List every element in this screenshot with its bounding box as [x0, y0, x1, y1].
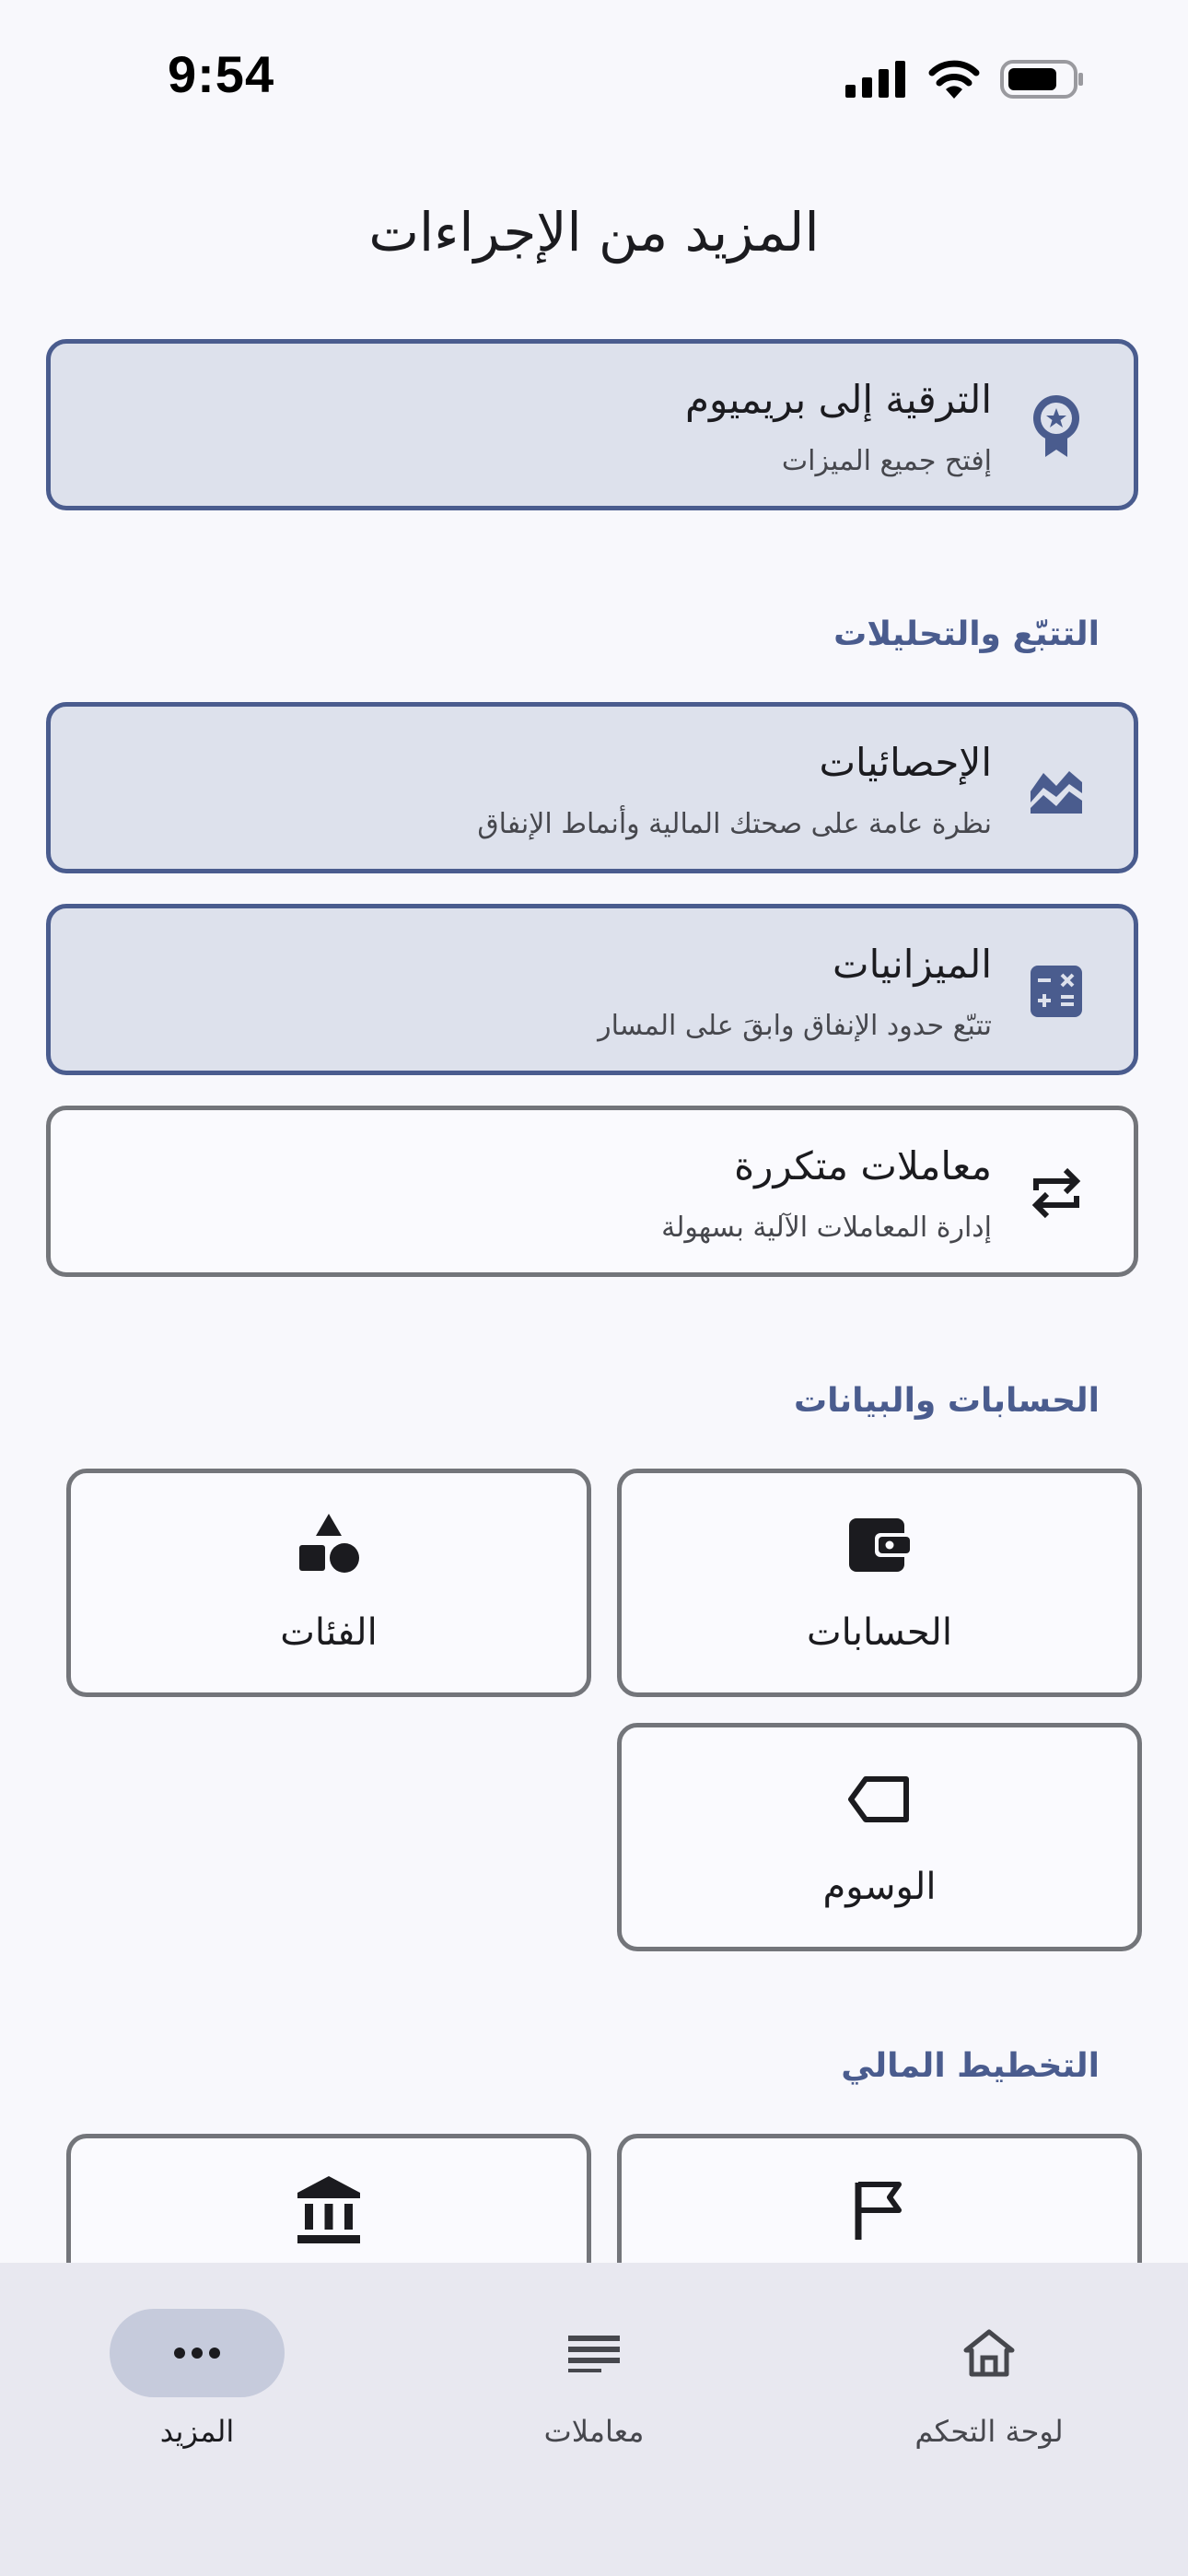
calculator-icon: [1027, 962, 1086, 1021]
card-subtitle: نظرة عامة على صحتك المالية وأنماط الإنفاق: [477, 808, 992, 840]
card-subtitle: إفتح جميع الميزات: [781, 445, 992, 477]
upgrade-premium-card[interactable]: [46, 339, 1138, 510]
award-badge-icon: [1027, 397, 1086, 456]
section-header-tracking: التتبّع والتحليلات: [833, 615, 1100, 653]
categories-tile[interactable]: [66, 1469, 591, 1697]
nav-pill: [902, 2309, 1077, 2397]
tile-label: الفئات: [280, 1611, 378, 1654]
card-title: الإحصائيات: [819, 740, 992, 785]
list-icon: [568, 2334, 620, 2372]
status-bar: [0, 0, 1188, 157]
home-icon: [962, 2328, 1016, 2378]
nav-item-dashboard[interactable]: [851, 2300, 1127, 2484]
nav-label: المزيد: [159, 2414, 235, 2449]
nav-label: معاملات: [543, 2414, 645, 2449]
nav-pill-active: [110, 2309, 285, 2397]
wallet-icon: [622, 1508, 1137, 1582]
wifi-icon: [928, 60, 980, 99]
page-title: المزيد من الإجراءات: [368, 201, 820, 263]
bottom-navigation: [0, 2263, 1188, 2576]
card-title: الميزانيات: [833, 942, 992, 987]
repeat-icon: [1027, 1164, 1086, 1223]
section-header-accounts: الحسابات والبيانات: [793, 1382, 1100, 1420]
card-title: معاملات متكررة: [734, 1143, 992, 1188]
nav-item-more[interactable]: [59, 2300, 335, 2484]
status-time: 9:54: [168, 45, 275, 103]
more-horizontal-icon: [173, 2347, 221, 2359]
card-subtitle: تتبّع حدود الإنفاق وابقَ على المسار: [598, 1010, 992, 1042]
statistics-card[interactable]: [46, 702, 1138, 873]
tile-label: الوسوم: [822, 1866, 937, 1908]
tile-label: الحسابات: [807, 1611, 952, 1654]
bank-icon: [71, 2173, 587, 2247]
status-icons: [845, 55, 1085, 103]
flag-icon: [622, 2173, 1137, 2247]
chart-area-icon: [1027, 760, 1086, 819]
nav-pill: [507, 2309, 681, 2397]
nav-label: لوحة التحكم: [914, 2414, 1064, 2449]
section-header-planning: التخطيط المالي: [841, 2047, 1100, 2085]
tags-tile[interactable]: [617, 1723, 1142, 1951]
planning-tile-bank[interactable]: [66, 2134, 591, 2281]
cellular-signal-icon: [845, 61, 908, 98]
card-subtitle: إدارة المعاملات الآلية بسهولة: [661, 1212, 992, 1244]
recurring-transactions-card[interactable]: [46, 1106, 1138, 1277]
budgets-card[interactable]: [46, 904, 1138, 1075]
tag-icon: [622, 1762, 1137, 1836]
planning-tile-goals[interactable]: [617, 2134, 1142, 2281]
battery-icon: [1000, 59, 1085, 100]
accounts-tile[interactable]: [617, 1469, 1142, 1697]
card-title: الترقية إلى بريميوم: [685, 377, 992, 422]
shapes-icon: [71, 1508, 587, 1582]
nav-item-transactions[interactable]: [456, 2300, 732, 2484]
